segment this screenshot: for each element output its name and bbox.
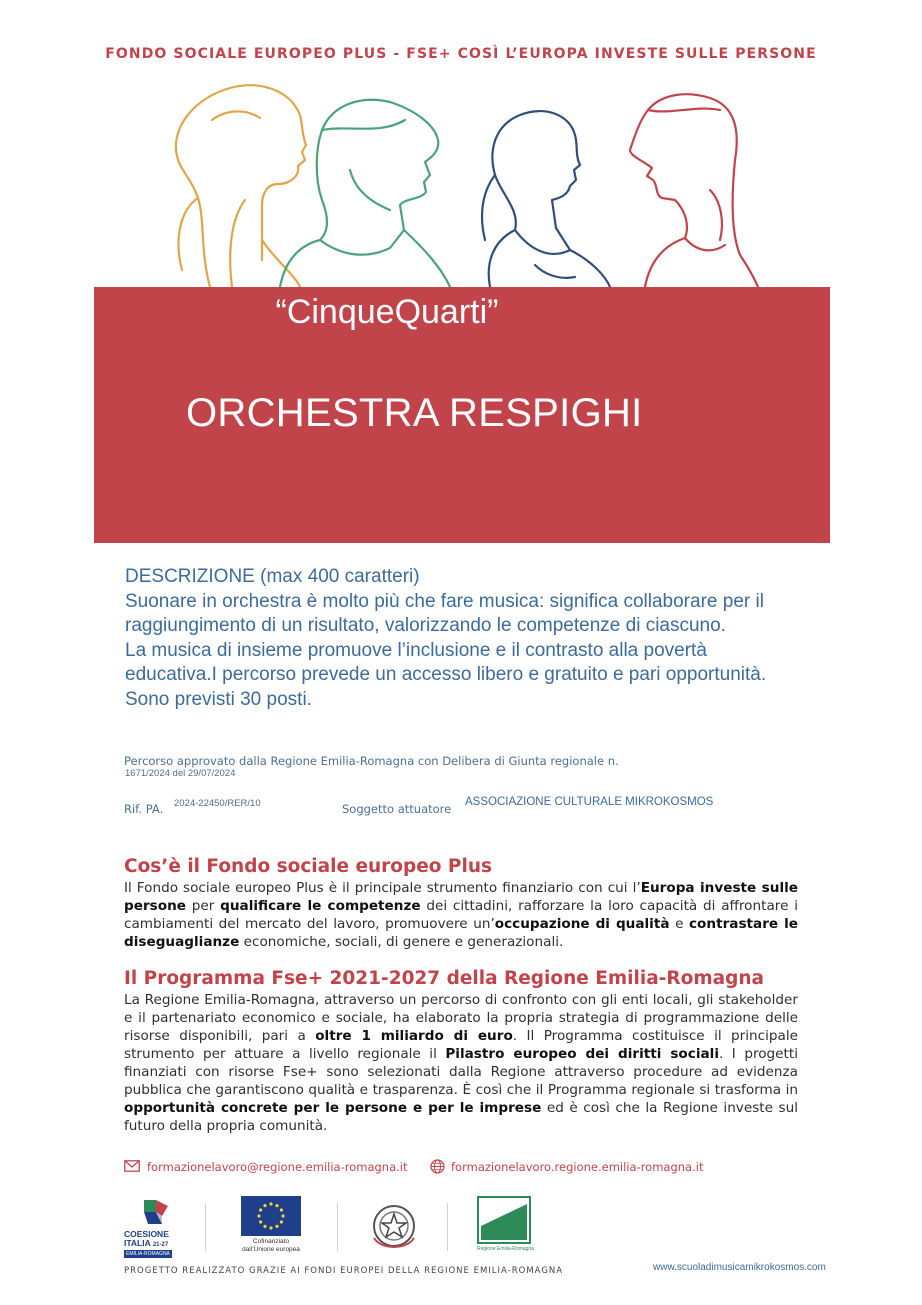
coesione-mark-icon (136, 1196, 176, 1228)
title-banner (94, 287, 830, 543)
section1-bold: Europa investe sulle persone (124, 880, 798, 914)
section1-text: Il Fondo sociale europeo Plus è il principale strumento finanziario con cui l’ (124, 880, 641, 896)
header-tagline: COSÌ L’EUROPA INVESTE SULLE PERSONE (457, 46, 817, 62)
eu-l1: Cofinanziato (252, 1238, 290, 1245)
regione-logo (477, 1196, 534, 1258)
description-line: educativa.I percorso prevede un accesso libero e gratuito e pari opportunità. (125, 664, 767, 685)
coesione-logo (124, 1196, 184, 1258)
section2-text: La Regione Emilia-Romagna, attraverso un percorso di confronto con gli enti locali, gli stakeholder e il partenariato economico e sociale, ha elaborato la propria strategia di programmazione delle risorse disponibili, pari a (124, 992, 798, 1044)
project-subtitle: ORCHESTRA RESPIGHI (186, 391, 643, 435)
section1-bold: contrastare le diseguaglianze (124, 916, 798, 950)
top-header (0, 46, 922, 62)
section1-text: dei cittadini, rafforzare la loro capacità di affrontare i cambiamenti del mercato del lavoro, promuovere un’ (124, 898, 798, 932)
section1-bold: occupazione di qualità (494, 916, 670, 932)
logo-divider (447, 1203, 448, 1251)
regione-mark-icon (477, 1196, 531, 1244)
section1-text: per (185, 898, 221, 914)
section1-text: e (669, 916, 689, 932)
eu-l2: dall’Unione europea (242, 1246, 300, 1253)
section2-paragraph (124, 991, 798, 1135)
description-line: Suonare in orchestra è molto più che fare musica: significa collaborare per il (125, 590, 764, 612)
section2-bold: opportunità concrete per le persone e per le imprese (124, 1100, 542, 1116)
footer-website-link[interactable]: www.scuoladimusicamikrokosmos.com (653, 1262, 826, 1273)
coesione-l2: ITALIA (124, 1238, 151, 1248)
face-red-icon (630, 94, 758, 287)
section2-text: ed è così che la Regione investe sul futuro della propria comunità. (124, 1100, 798, 1134)
contact-website-link[interactable]: formazionelavoro.regione.emilia-romagna.it (451, 1160, 704, 1174)
header-fund-name: FONDO SOCIALE EUROPEO PLUS - FSE+ (105, 46, 452, 62)
eu-flag-icon (241, 1196, 301, 1236)
section1-bold: qualificare le competenze (220, 898, 421, 914)
section2-bold: oltre 1 miliardo di euro (315, 1028, 513, 1044)
eu-logo (236, 1196, 306, 1258)
coesione-years: 21-27 (152, 1242, 169, 1248)
footer-project-note: PROGETTO REALIZZATO GRAZIE AI FONDI EUROPEI DELLA REGIONE EMILIA-ROMAGNA (124, 1266, 564, 1276)
project-title: “CinqueQuarti” (275, 293, 499, 331)
section1-paragraph (124, 879, 798, 951)
rif-label: Rif. PA. (124, 802, 164, 816)
contact-email-link[interactable]: formazionelavoro@regione.emilia-romagna.it (147, 1160, 408, 1174)
section1-heading: Cos’è il Fondo sociale europeo Plus (124, 856, 493, 877)
description-block (125, 565, 825, 712)
coesione-l1: COESIONE (124, 1229, 169, 1239)
mail-icon (124, 1160, 140, 1172)
logo-divider (337, 1203, 338, 1251)
emblem-icon (366, 1198, 422, 1254)
section1-text: economiche, sociali, di genere e generazionali. (239, 934, 564, 950)
soggetto-value: ASSOCIAZIONE CULTURALE MIKROKOSMOS (465, 796, 714, 808)
approval-number: 1671/2024 del 29/07/2024 (125, 768, 236, 779)
globe-icon (430, 1159, 445, 1174)
description-line: raggiungimento di un risultato, valorizzando le competenze di ciascuno. (125, 615, 726, 636)
face-green-icon (280, 100, 450, 287)
face-orange-icon (176, 85, 306, 287)
logo-divider (205, 1203, 206, 1251)
description-heading: DESCRIZIONE (max 400 caratteri) (125, 566, 420, 587)
regione-label: Regione Emilia-Romagna (477, 1246, 534, 1252)
section2-text: . I progetti finanziati con risorse Fse+ sono selezionati dalla Regione attraverso procedure ad evidenza pubblica che garantiscono qualità e trasparenza. È così che il Programma regionale si trasforma in (124, 1046, 798, 1098)
section2-heading: Il Programma Fse+ 2021-2027 della Regione Emilia-Romagna (124, 968, 764, 989)
section2-text: . Il Programma costituisce il principale strumento per attuare a livello regionale il (124, 1028, 798, 1062)
section2-bold: Pilastro europeo dei diritti sociali (445, 1046, 719, 1062)
description-line: Sono previsti 30 posti. (125, 688, 312, 710)
soggetto-label: Soggetto attuatore (342, 802, 452, 816)
description-line: La musica di insieme promuove l’inclusione e il contrasto alla povertà (125, 639, 707, 661)
face-navy-icon (482, 111, 610, 287)
faces-illustration (150, 80, 770, 295)
coesione-region: EMILIA-ROMAGNA (126, 1251, 170, 1257)
rif-value: 2024-22450/RER/10 (174, 798, 261, 809)
approval-text: Percorso approvato dalla Regione Emilia-Romagna con Delibera di Giunta regionale n. (124, 754, 619, 768)
